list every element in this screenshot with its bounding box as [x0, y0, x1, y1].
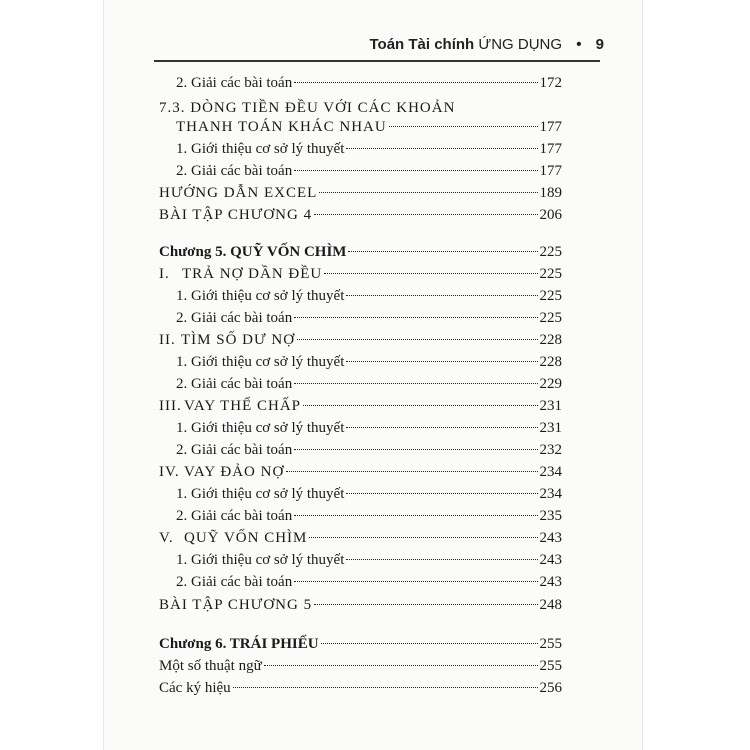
toc-section	[159, 461, 562, 483]
toc-entry-label: TÌM SỐ DƯ NỢ	[181, 332, 296, 348]
toc-leader	[321, 643, 538, 644]
toc-entry	[176, 417, 562, 439]
toc-entry-page: 234	[539, 486, 562, 502]
toc-entry	[176, 160, 562, 182]
toc-leader	[233, 687, 538, 688]
toc-entry-page: 177	[539, 141, 562, 157]
toc-entry-label: 2. Giải các bài toán	[176, 508, 293, 524]
toc-entry	[159, 677, 562, 699]
toc-leader	[346, 493, 537, 494]
toc-entry	[176, 116, 562, 138]
toc-entry-label: BÀI TẬP CHƯƠNG 5	[159, 597, 313, 613]
toc-entry-label: 2. Giải các bài toán	[176, 163, 293, 179]
toc-entry	[159, 655, 562, 677]
toc-entry-page: 243	[539, 530, 562, 546]
toc-entry-page: 228	[539, 354, 562, 370]
toc-entry	[159, 182, 562, 204]
toc-section-number: I.	[159, 266, 170, 282]
toc-entry-page: 229	[539, 376, 562, 392]
toc-entry-label: HƯỚNG DẪN EXCEL	[159, 185, 318, 201]
toc-entry-page: 228	[539, 332, 562, 348]
toc-entry-page: 256	[539, 680, 562, 696]
toc-section-number: V.	[159, 530, 174, 546]
toc-entry-page: 231	[539, 398, 562, 414]
toc-entry-label: QUỸ VỐN CHÌM	[184, 530, 308, 546]
toc-entry-page: 243	[539, 574, 562, 590]
toc-leader	[297, 339, 537, 340]
toc-entry-page: 225	[539, 244, 562, 260]
toc-leader	[294, 449, 537, 450]
toc-entry-page: 189	[539, 185, 562, 201]
toc-entry-page: 225	[539, 288, 562, 304]
toc-leader	[319, 192, 537, 193]
toc-entry	[176, 483, 562, 505]
toc-entry	[176, 439, 562, 461]
toc-entry	[176, 373, 562, 395]
toc-entry-label: 1. Giới thiệu cơ sở lý thuyết	[176, 354, 345, 370]
toc-leader	[348, 251, 537, 252]
toc-entry-label: 2. Giải các bài toán	[176, 376, 293, 392]
toc-entry-label: Chương 5. QUỸ VỐN CHÌM	[159, 244, 347, 260]
toc-leader	[346, 361, 537, 362]
toc-entry-label: 2. Giải các bài toán	[176, 310, 293, 326]
header-title-bold: Toán Tài chính	[369, 36, 475, 53]
toc-entry-label: VAY THẾ CHẤP	[184, 398, 302, 414]
toc-entry-page: 225	[539, 266, 562, 282]
header-page-number: 9	[595, 36, 604, 53]
toc-leader	[389, 126, 538, 127]
toc-leader	[346, 295, 537, 296]
toc-entry-label: 2. Giải các bài toán	[176, 574, 293, 590]
toc-section	[159, 527, 562, 549]
toc-entry-page: 231	[539, 420, 562, 436]
toc-leader	[294, 317, 537, 318]
toc-entry-label: 1. Giới thiệu cơ sở lý thuyết	[176, 288, 345, 304]
toc-entry-label: BÀI TẬP CHƯƠNG 4	[159, 207, 313, 223]
toc-entry-page: 172	[539, 75, 562, 91]
toc-entry	[176, 505, 562, 527]
toc-entry-label: TRẢ NỢ DẦN ĐỀU	[182, 266, 323, 282]
toc-leader	[286, 471, 537, 472]
toc-section-number: IV.	[159, 464, 180, 480]
toc-entry-label: 1. Giới thiệu cơ sở lý thuyết	[176, 552, 345, 568]
toc-entry	[176, 549, 562, 571]
toc-entry-page: 255	[539, 636, 562, 652]
toc-entry	[159, 594, 562, 616]
toc-section-number: III.	[159, 398, 182, 414]
toc-entry-label: Chương 6. TRÁI PHIẾU	[159, 636, 319, 652]
toc-entry-label: 2. Giải các bài toán	[176, 75, 293, 91]
toc-leader	[294, 581, 537, 582]
toc-leader	[346, 559, 537, 560]
toc-leader	[303, 405, 537, 406]
toc-leader	[346, 427, 537, 428]
toc-leader	[346, 148, 537, 149]
toc-leader	[264, 665, 538, 666]
toc-section	[159, 395, 562, 417]
toc-entry	[176, 285, 562, 307]
toc-entry-page: 177	[539, 119, 562, 135]
toc-entry-page: 235	[539, 508, 562, 524]
header-title-rest: ỨNG DỤNG	[478, 36, 563, 53]
toc-leader	[294, 515, 537, 516]
toc-section	[159, 263, 562, 285]
toc-entry	[176, 307, 562, 329]
toc-entry	[176, 571, 562, 593]
toc-entry-page: 232	[539, 442, 562, 458]
toc-leader	[314, 214, 537, 215]
toc-entry-page: 243	[539, 552, 562, 568]
toc-entry-label: 1. Giới thiệu cơ sở lý thuyết	[176, 141, 345, 157]
toc-entry-page: 225	[539, 310, 562, 326]
toc-entry-page: 206	[539, 207, 562, 223]
toc-entry-page: 248	[539, 597, 562, 613]
toc-chapter	[159, 633, 562, 655]
toc-entry-label: VAY ĐẢO NỢ	[184, 464, 285, 480]
toc-entry-page: 234	[539, 464, 562, 480]
toc-entry-label: Một số thuật ngữ	[159, 658, 262, 674]
toc-leader	[309, 537, 537, 538]
toc-leader	[294, 383, 537, 384]
toc-entry	[176, 351, 562, 373]
toc-entry	[176, 138, 562, 160]
toc-leader	[324, 273, 537, 274]
toc-entry-label: THANH TOÁN KHÁC NHAU	[176, 119, 387, 135]
toc-chapter	[159, 241, 562, 263]
toc-section-number: II.	[159, 332, 176, 348]
toc-entry-page: 177	[539, 163, 562, 179]
toc-entry	[176, 72, 562, 94]
toc-entry-label: 7.3. DÒNG TIỀN ĐỀU VỚI CÁC KHOẢN	[159, 100, 456, 116]
toc-leader	[314, 604, 537, 605]
header-separator: •	[576, 36, 582, 53]
toc-entry-page: 255	[539, 658, 562, 674]
toc-entry-label: 1. Giới thiệu cơ sở lý thuyết	[176, 420, 345, 436]
toc-entry-label: 1. Giới thiệu cơ sở lý thuyết	[176, 486, 345, 502]
toc-entry-label: 2. Giải các bài toán	[176, 442, 293, 458]
toc-entry-label: Các ký hiệu	[159, 680, 231, 696]
toc-leader	[294, 82, 537, 83]
toc-leader	[294, 170, 537, 171]
toc-entry	[159, 204, 562, 226]
toc-section	[159, 329, 562, 351]
